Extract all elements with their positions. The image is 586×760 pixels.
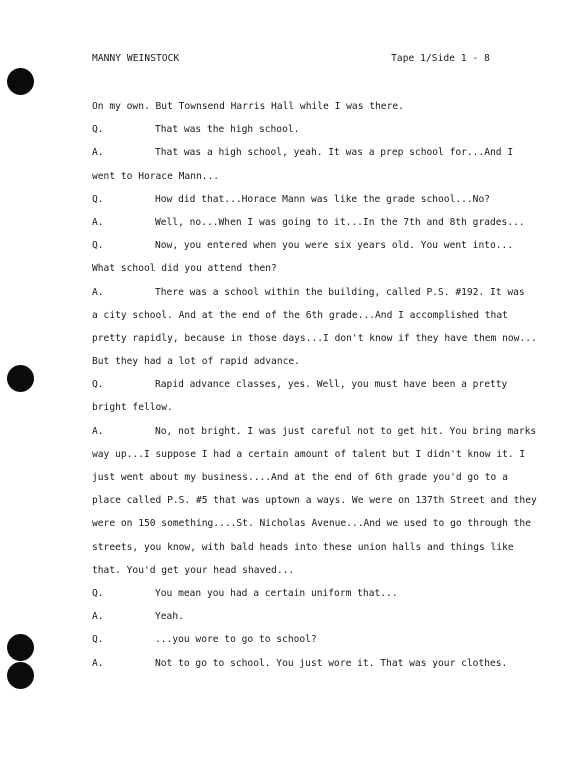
transcript-text: There was a school within the building, called P.S. #192. It was [155,286,525,298]
transcript-line [92,216,552,239]
transcript-text: were on 150 something....St. Nicholas Avenue...And we used to go through the [92,518,531,530]
speaker-label: A. [92,286,104,298]
transcript-line [92,425,552,448]
transcript-text: place called P.S. #5 that was uptown a ways. We were on 137th Street and they [92,495,537,507]
transcript-text: that. You'd get your head shaved... [92,564,295,576]
transcript-text: a city school. And at the end of the 6th grade...And I accomplished that [92,309,508,321]
transcript-text: went to Horace Mann... [92,170,220,182]
transcript-text: That was the high school. [155,124,300,136]
binder-hole-top [7,68,34,95]
speaker-label: Q. [92,379,104,391]
transcript-line [92,657,552,680]
speaker-label: Q. [92,240,104,252]
page-header [92,53,490,67]
transcript-line [92,610,552,633]
transcript-text: pretty rapidly, because in those days...I don't know if they have them now... [92,332,537,344]
transcript-line [92,170,552,193]
binder-hole-middle [7,365,34,392]
transcript-line [92,587,552,610]
binder-hole-bottom [7,662,34,689]
transcript-line [92,378,552,401]
transcript-line [92,633,552,656]
transcript-text: What school did you attend then? [92,263,277,275]
transcript-line [92,494,552,517]
interviewee-name: MANNY WEINSTOCK [92,53,180,64]
transcript-text: bright fellow. [92,402,173,414]
transcript-text: On my own. But Townsend Harris Hall while I was there. [92,101,404,112]
transcript-line [92,541,552,564]
speaker-label: Q. [92,634,104,646]
transcript-line [92,100,552,123]
transcript-text: just went about my business....And at the end of 6th grade you'd go to a [92,472,508,483]
speaker-label: Q. [92,193,104,205]
transcript-text: way up...I suppose I had a certain amount of talent but I didn't know it. I [92,448,526,460]
transcript-line [92,332,552,355]
speaker-label: A. [92,611,104,623]
transcript-line [92,517,552,540]
transcript-line [92,262,552,285]
transcript-line [92,309,552,332]
transcript-text: Now, you entered when you were six years old. You went into... [155,240,514,252]
speaker-label: A. [92,147,104,159]
transcript-line [92,471,552,494]
transcript-text: Well, no...When I was going to it...In the 7th and 8th grades... [155,216,525,228]
binder-hole-lower [7,634,34,661]
transcript-line [92,286,552,309]
transcript-text: No, not bright. I was just careful not to get hit. You bring marks [155,425,537,437]
transcript-line [92,146,552,169]
transcript-body [92,100,552,680]
transcript-text: Rapid advance classes, yes. Well, you must have been a pretty [155,379,508,391]
speaker-label: A. [92,216,104,228]
transcript-text: streets, you know, with bald heads into these union halls and things like [92,541,514,553]
transcript-line [92,123,552,146]
transcript-text: You mean you had a certain uniform that... [155,587,398,599]
speaker-label: Q. [92,587,104,599]
transcript-text: How did that...Horace Mann was like the grade school...No? [155,193,491,205]
transcript-line [92,193,552,216]
transcript-text: Yeah. [155,611,184,623]
transcript-text: Not to go to school. You just wore it. That was your clothes. [155,657,508,669]
tape-page-reference: Tape 1/Side 1 - 8 [391,53,490,64]
speaker-label: Q. [92,124,104,136]
transcript-text: That was a high school, yeah. It was a prep school for...And I [155,147,514,159]
speaker-label: A. [92,657,104,669]
transcript-text: But they had a lot of rapid advance. [92,356,300,368]
transcript-text: ...you wore to go to school? [155,634,317,646]
transcript-line [92,355,552,378]
transcript-line [92,239,552,262]
speaker-label: A. [92,425,104,437]
transcript-line [92,401,552,424]
transcript-line [92,448,552,471]
transcript-line [92,564,552,587]
